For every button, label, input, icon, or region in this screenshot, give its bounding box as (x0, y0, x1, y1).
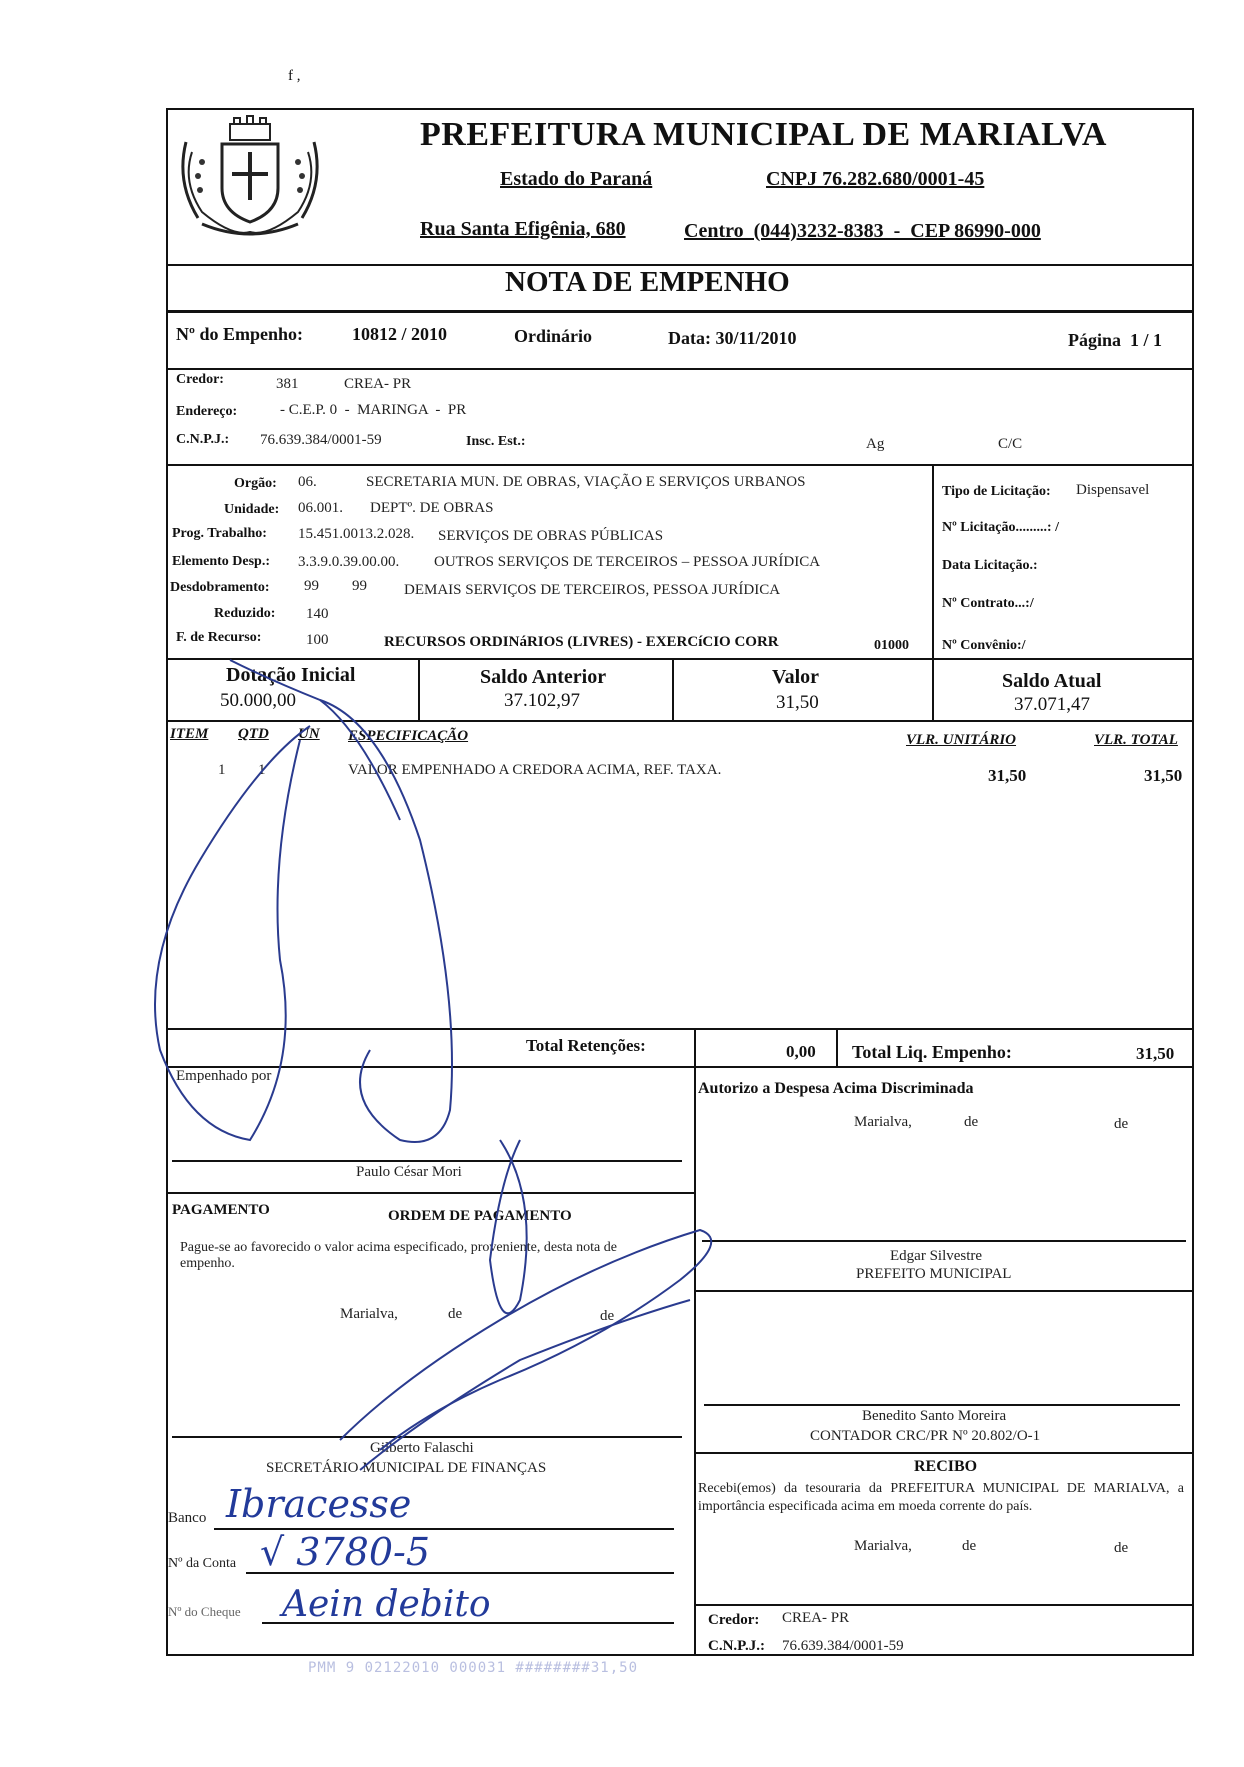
cnpj-credor-label: C.N.P.J.: (176, 432, 230, 447)
col-especificacao: ESPECIFICAÇÃO (348, 728, 469, 744)
desdobramento-label: Desdobramento: (170, 580, 270, 595)
dotacao-inicial-label: Dotação Inicial (226, 664, 356, 686)
col-vlr-unitario: VLR. UNITÁRIO (906, 732, 1017, 748)
contador-role: CONTADOR CRC/PR Nº 20.802/O-1 (810, 1428, 1041, 1444)
unidade-label: Unidade: (224, 502, 280, 517)
cheque-handwritten: Aein debito (282, 1584, 491, 1625)
cheque-label: Nº do Cheque (168, 1604, 241, 1619)
top-marks: f , (288, 68, 301, 84)
ag-label: Ag (866, 436, 885, 452)
saldo-anterior-value: 37.102,97 (504, 690, 580, 711)
credor-label: Credor: (176, 372, 224, 387)
prefeito-name: Edgar Silvestre (890, 1248, 983, 1264)
secretario-role: SECRETÁRIO MUNICIPAL DE FINANÇAS (266, 1460, 547, 1476)
recurso-number: 01000 (874, 638, 909, 653)
orgao-label: Orgão: (234, 476, 277, 491)
licitacao-date: Data Licitação.: (942, 558, 1038, 573)
autorizo-place: Marialva, (854, 1114, 912, 1130)
recibo-cnpj-label: C.N.P.J.: (708, 1638, 765, 1654)
empenhado-label: Empenhado por (176, 1068, 272, 1084)
state-label: Estado do Paraná (500, 168, 653, 190)
recurso-desc: RECURSOS ORDINáRIOS (LIVRES) - EXERCíCIO CORR (384, 634, 779, 650)
col-un: UN (298, 726, 320, 742)
ordem-pagamento-label: ORDEM DE PAGAMENTO (388, 1208, 572, 1224)
unidade-code: 06.001. (298, 500, 343, 516)
total-liquido-value: 31,50 (1136, 1044, 1175, 1063)
dotacao-inicial-value: 50.000,00 (220, 690, 296, 711)
reduzido-label: Reduzido: (214, 606, 276, 621)
saldo-atual-label: Saldo Atual (1002, 670, 1102, 692)
col-item: ITEM (170, 726, 209, 742)
recibo-de1: de (962, 1538, 977, 1554)
pagamento-label: PAGAMENTO (172, 1202, 270, 1218)
credor-name: CREA- PR (344, 376, 412, 392)
autorizo-de2: de (1114, 1116, 1129, 1132)
address-street: Rua Santa Efigênia, 680 (420, 218, 626, 240)
cnpj-credor-value: 76.639.384/0001-59 (260, 432, 382, 448)
total-liquido-label: Total Liq. Empenho: (852, 1042, 1012, 1062)
pagamento-place: Marialva, (340, 1306, 398, 1322)
prog-trabalho-desc: SERVIÇOS DE OBRAS PÚBLICAS (438, 528, 664, 544)
item-number: 1 (218, 762, 226, 778)
elemento-desc: OUTROS SERVIÇOS DE TERCEIROS – PESSOA JURÍDICA (434, 554, 821, 570)
licitacao-number: Nº Licitação.........: / (942, 520, 1059, 535)
page-number: Página 1 / 1 (1068, 330, 1163, 350)
recibo-title: RECIBO (914, 1458, 978, 1475)
endereco-label: Endereço: (176, 404, 238, 419)
col-qtd: QTD (238, 726, 269, 742)
recibo-place: Marialva, (854, 1538, 912, 1554)
orgao-code: 06. (298, 474, 317, 490)
tipo-licitacao-label: Tipo de Licitação: (942, 484, 1051, 499)
pagamento-de1: de (448, 1306, 463, 1322)
empenho-type: Ordinário (514, 326, 593, 346)
desdobramento-code1: 99 (304, 578, 319, 594)
empenho-number: 10812 / 2010 (352, 324, 448, 344)
col-vlr-total: VLR. TOTAL (1094, 732, 1178, 748)
address-contact: Centro (044)3232-8383 - CEP 86990-000 (684, 220, 1041, 242)
prefeito-role: PREFEITO MUNICIPAL (856, 1266, 1012, 1282)
contrato-number: Nº Contrato...:/ (942, 596, 1034, 611)
saldo-anterior-label: Saldo Anterior (480, 666, 607, 688)
elemento-label: Elemento Desp.: (172, 554, 270, 569)
reduzido-value: 140 (306, 606, 329, 622)
empenhado-name: Paulo César Mori (356, 1164, 462, 1180)
desdobramento-desc: DEMAIS SERVIÇOS DE TERCEIROS, PESSOA JURÍDICA (404, 582, 781, 598)
valor-label: Valor (772, 666, 820, 688)
insc-est-label: Insc. Est.: (466, 434, 526, 449)
valor-value: 31,50 (776, 692, 819, 713)
elemento-code: 3.3.9.0.39.00.00. (298, 554, 400, 570)
orgao-desc: SECRETARIA MUN. DE OBRAS, VIAÇÃO E SERVIÇOS URBANOS (366, 474, 806, 490)
item-description: VALOR EMPENHADO A CREDORA ACIMA, REF. TAXA. (348, 762, 722, 778)
tipo-licitacao-value: Dispensavel (1076, 482, 1150, 498)
document-title: NOTA DE EMPENHO (505, 266, 790, 298)
cc-label: C/C (998, 436, 1023, 452)
item-qtd: 1 (258, 762, 266, 778)
item-unit-value: 31,50 (988, 766, 1027, 785)
recibo-text: Recebi(emos) da tesouraria da PREFEITURA MUNICIPAL DE MARIALVA, a importância especificada acima em moeda corrente do país. (698, 1481, 1184, 1514)
recurso-label: F. de Recurso: (176, 630, 262, 645)
coat-of-arms-icon (172, 112, 327, 242)
convenio-number: Nº Convênio:/ (942, 638, 1026, 653)
empenho-label: Nº do Empenho: (176, 324, 303, 344)
banco-handwritten: Ibracesse (226, 1482, 412, 1526)
prog-trabalho-code: 15.451.0013.2.028. (298, 526, 415, 542)
banco-label: Banco (168, 1510, 207, 1526)
recibo-credor-value: CREA- PR (782, 1610, 850, 1626)
pagamento-text: Pague-se ao favorecido o valor acima especificado, proveniente, desta nota de empenho. (180, 1240, 617, 1271)
saldo-atual-value: 37.071,47 (1014, 694, 1090, 715)
credor-code: 381 (276, 376, 299, 392)
item-total-value: 31,50 (1144, 766, 1183, 785)
municipality-title: PREFEITURA MUNICIPAL DE MARIALVA (420, 116, 1107, 153)
conta-handwritten: √ 3780-5 (260, 1530, 431, 1574)
total-retencoes-label: Total Retenções: (526, 1036, 646, 1055)
prog-trabalho-label: Prog. Trabalho: (172, 526, 267, 541)
pagamento-de2: de (600, 1308, 615, 1324)
payment-stamp: PMM 9 02122010 000031 ########31,50 (308, 1660, 639, 1676)
autorizo-de1: de (964, 1114, 979, 1130)
contador-name: Benedito Santo Moreira (862, 1408, 1007, 1424)
total-retencoes-value: 0,00 (786, 1042, 816, 1061)
autorizo-label: Autorizo a Despesa Acima Discriminada (698, 1080, 974, 1097)
secretario-name: Gilberto Falaschi (370, 1440, 474, 1456)
conta-label: Nº da Conta (168, 1556, 237, 1571)
recibo-de2: de (1114, 1540, 1129, 1556)
endereco-value: - C.E.P. 0 - MARINGA - PR (280, 402, 467, 418)
recibo-cnpj-value: 76.639.384/0001-59 (782, 1638, 904, 1654)
recurso-code: 100 (306, 632, 329, 648)
cnpj-label: CNPJ 76.282.680/0001-45 (766, 168, 985, 190)
unidade-desc: DEPTº. DE OBRAS (370, 500, 494, 516)
desdobramento-code2: 99 (352, 578, 367, 594)
empenho-date: Data: 30/11/2010 (668, 328, 797, 348)
recibo-credor-label: Credor: (708, 1612, 760, 1628)
